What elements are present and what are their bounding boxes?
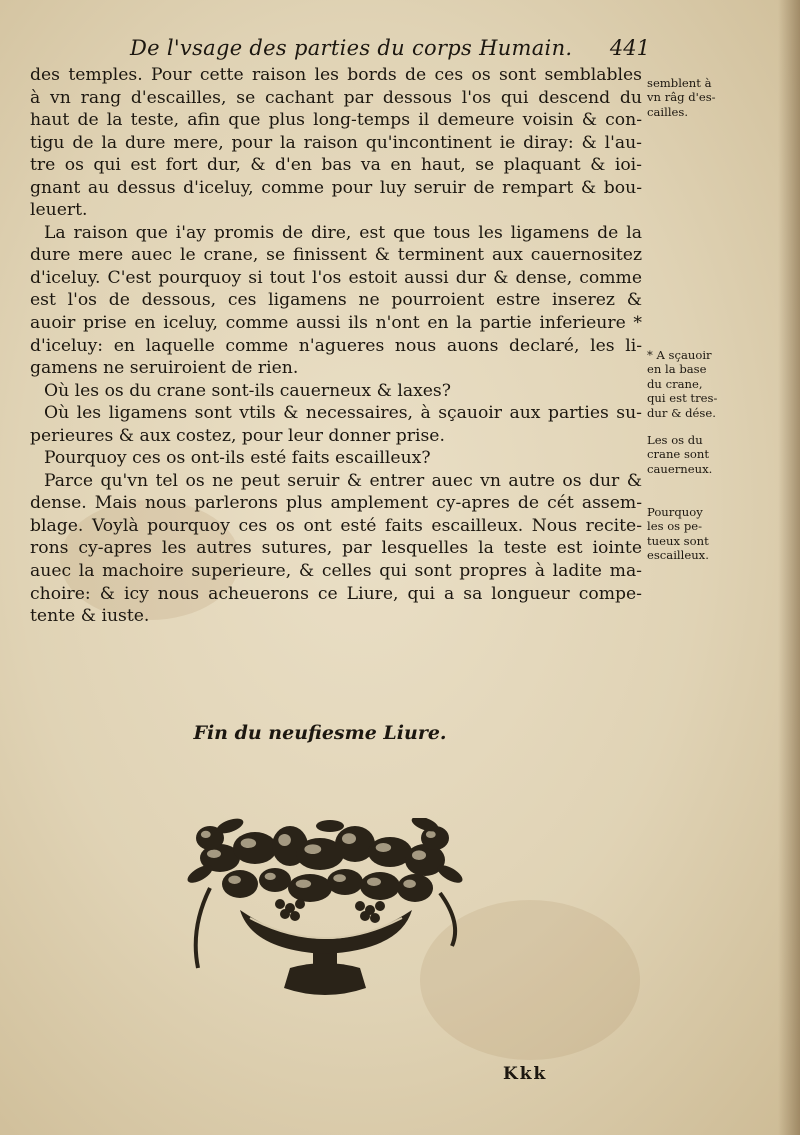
text-line: tigu de la dure mere, pour la raison qu'incontinent ie diray: & l'au- <box>30 132 642 153</box>
text-line: d'iceluy: en laquelle comme n'agueres nous auons declaré, les li- <box>30 335 642 356</box>
text-line: choire: & icy nous acheuerons ce Liure, qui a sa longueur compe- <box>30 583 642 604</box>
text-line: dense. Mais nous parlerons plus amplement cy-apres de cét assem- <box>30 493 642 514</box>
text-line: gnant au dessus d'iceluy, comme pour luy seruir de rempart & bou- <box>30 177 642 198</box>
text-line: perieures & aux costez, pour leur donner prise. <box>30 425 445 446</box>
fruit <box>335 826 375 862</box>
page-number: 441 <box>609 36 650 60</box>
fruit-highlight <box>342 833 356 844</box>
main-text-block <box>30 64 642 628</box>
grape <box>370 913 380 923</box>
left-vine <box>196 888 210 968</box>
text-line: gamens ne seruiroient de rien. <box>30 358 299 379</box>
right-vine <box>440 893 455 946</box>
fruit <box>288 874 332 902</box>
margin-note <box>647 505 709 563</box>
text-line: Pourquoy ces os ont-ils esté faits escailleux? <box>44 448 431 469</box>
margin-note-line: qui est tres- <box>647 391 718 406</box>
grape <box>280 909 290 919</box>
fruit-highlight <box>296 880 311 888</box>
grape <box>375 901 385 911</box>
fruit-basket-woodcut <box>180 818 470 1003</box>
running-title: De l'vsage des parties du corps Humain. <box>130 36 573 60</box>
margin-note-line: cailles. <box>647 104 689 119</box>
page-header <box>130 36 650 66</box>
fruit-highlight <box>265 873 276 880</box>
margin-note <box>647 348 717 420</box>
text-line: Où les ligamens sont vtils & necessaires, à sçauoir aux parties su- <box>44 403 642 424</box>
text-line: blage. Voylà pourquoy ces os ont esté faits escailleux. Nous recite- <box>30 515 642 536</box>
margin-note-line: crane sont <box>647 447 710 462</box>
margin-note-line: en la base <box>647 362 707 377</box>
margin-note-line: Les os du <box>647 433 703 447</box>
fruit-highlight <box>403 880 416 888</box>
grape <box>360 911 370 921</box>
margin-note-line: du crane, <box>647 376 703 391</box>
text-line: des temples. Pour cette raison les bords de ces os sont semblables <box>30 65 642 85</box>
fruit <box>222 870 258 898</box>
leaf <box>316 820 344 832</box>
grape <box>355 901 365 911</box>
page-edge-shadow <box>778 0 800 1135</box>
signature-mark: Kkk <box>503 1064 548 1084</box>
margin-note-line: tueux sont <box>647 533 709 548</box>
text-line: tente & iuste. <box>30 606 150 627</box>
margin-note-line: cauerneux. <box>647 461 713 476</box>
margin-note-line: * A sçauoir <box>647 348 712 362</box>
text-line: rons cy-apres les autres sutures, par lesquelles la teste est iointe <box>30 538 642 559</box>
margin-note-line: escailleux. <box>647 548 709 563</box>
text-line: à vn rang d'escailles, se cachant par dessous l'os qui descend du <box>30 87 642 108</box>
margin-note <box>647 76 716 119</box>
fruit-highlight <box>201 831 211 838</box>
chapter-end-line: Fin du neufiesme Liure. <box>193 722 447 744</box>
grape <box>275 899 285 909</box>
fruit <box>233 832 277 864</box>
grape <box>295 899 305 909</box>
fruit-highlight <box>241 838 256 848</box>
text-line: leuert. <box>30 200 88 221</box>
basket-bowl <box>240 910 412 954</box>
fruit-highlight <box>228 876 241 884</box>
fruit-highlight <box>207 850 221 858</box>
margin-note-line: les os pe- <box>647 519 703 534</box>
fruit <box>360 872 400 900</box>
text-line: Où les os du crane sont-ils cauerneux & laxes? <box>44 380 451 401</box>
fruit <box>259 868 291 892</box>
fruit-highlight <box>304 844 321 854</box>
margin-note <box>647 433 712 476</box>
margin-note-line: vn râg d'es- <box>647 90 716 105</box>
fruit-highlight <box>278 834 291 846</box>
margin-note-line: Pourquoy <box>647 505 703 519</box>
fruit <box>397 874 433 902</box>
text-line: est l'os de dessous, ces ligamens ne pourroient estre inserez & <box>30 290 642 311</box>
margin-note-line: semblent à <box>647 76 712 90</box>
fruit-highlight <box>367 878 381 886</box>
text-line: auec la machoire superieure, & celles qui sont propres à ladite ma- <box>30 561 642 582</box>
fruit-highlight <box>333 874 346 882</box>
text-line: dure mere auec le crane, se finissent & terminent aux cauernositez <box>30 245 642 266</box>
margin-note-line: dur & dése. <box>647 405 716 420</box>
grape <box>290 911 300 921</box>
text-line: Parce qu'vn tel os ne peut seruir & entrer auec vn autre os dur & <box>44 470 642 491</box>
text-line: haut de la teste, afin que plus long-temps il demeure voisin & con- <box>30 110 642 131</box>
fruit <box>327 869 363 895</box>
fruit-highlight <box>412 850 426 860</box>
fruit-highlight <box>376 843 391 852</box>
text-line: La raison que i'ay promis de dire, est que tous les ligamens de la <box>44 222 642 243</box>
fruit-highlight <box>426 831 436 838</box>
text-line: d'iceluy. C'est pourquoy si tout l'os estoit aussi dur & dense, comme <box>30 267 642 288</box>
text-line: auoir prise en iceluy, comme aussi ils n'ont en la partie inferieure * <box>30 313 642 334</box>
text-line: tre os qui est fort dur, & d'en bas va en haut, se plaquant & ioi- <box>30 155 642 176</box>
